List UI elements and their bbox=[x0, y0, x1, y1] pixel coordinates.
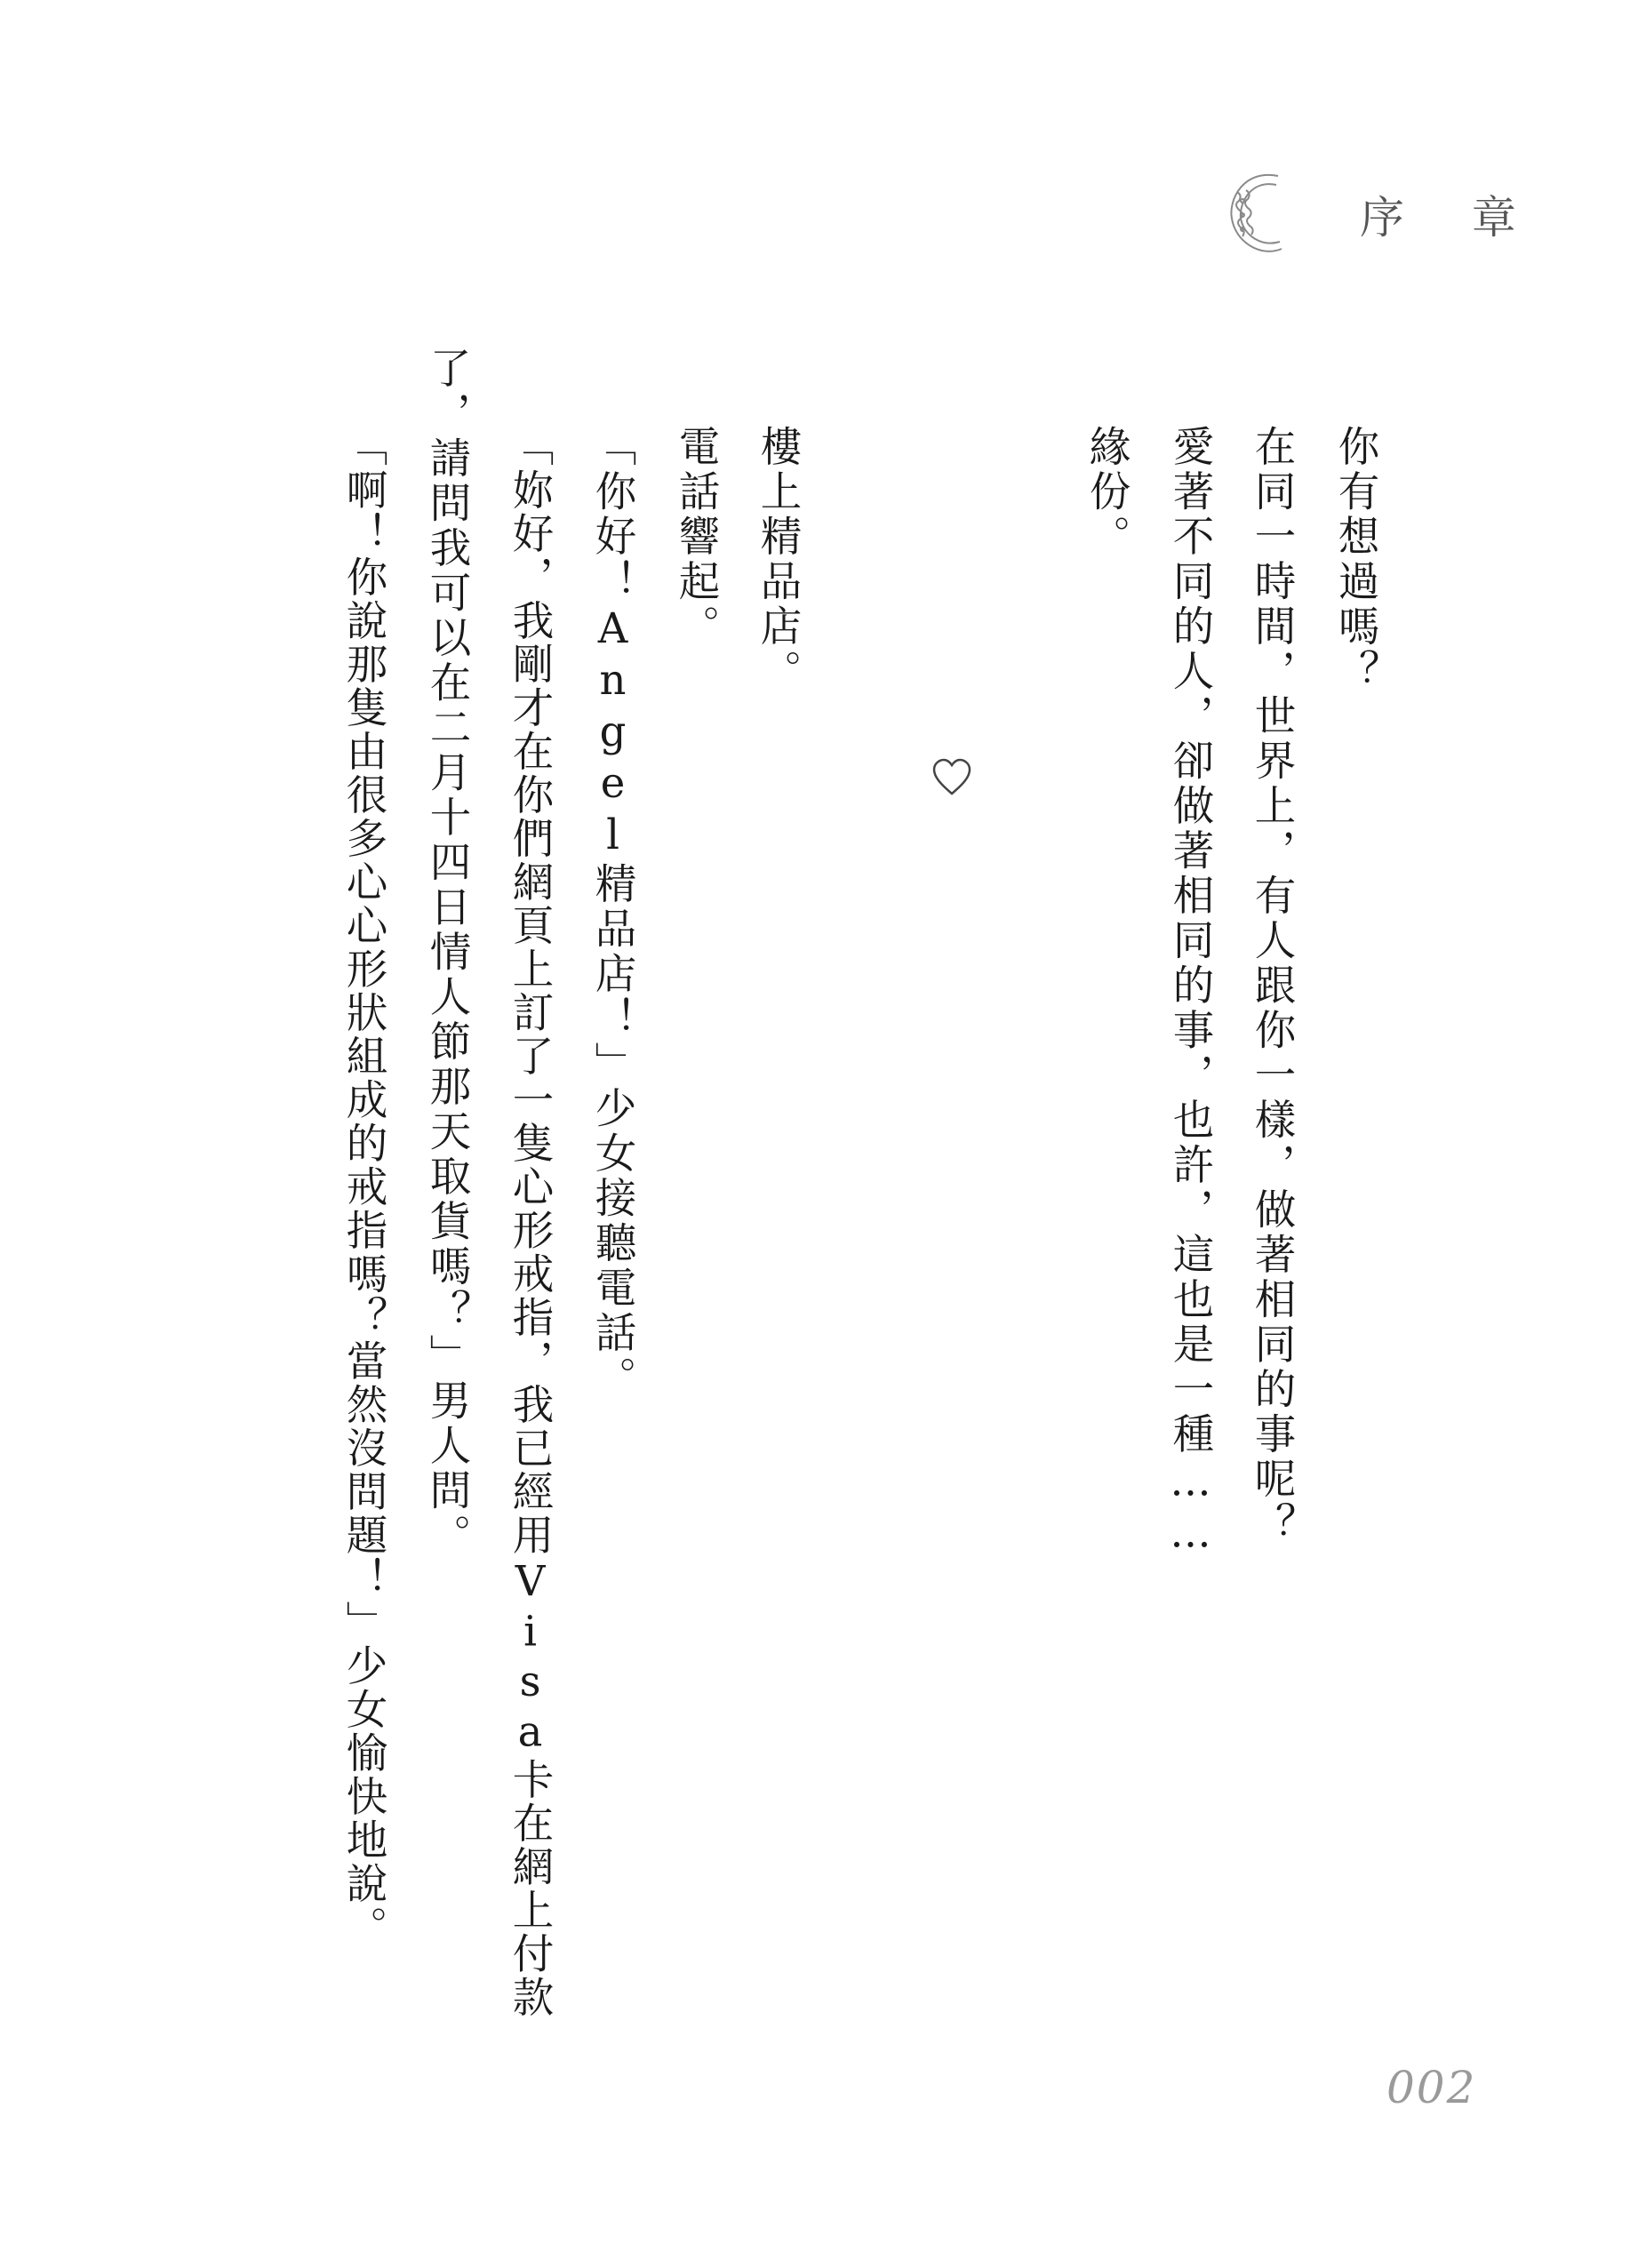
text-column: 在同一時間，世界上，有人跟你一樣，做著相同的事呢？ bbox=[1248, 425, 1297, 1547]
text-column: 樓上精品店。 bbox=[754, 425, 803, 694]
text-column: 了，請問我可以在二月十四日情人節那天取貨嗎？」男人問。 bbox=[423, 347, 472, 1559]
text-column: 「你好！Angel精品店！」少女接聽電話。 bbox=[588, 425, 637, 1401]
text-column: 愛著不同的人，卻做著相同的事，也許，這也是一種…… bbox=[1166, 425, 1215, 1561]
text-column: 「妳好，我剛才在你們網頁上訂了一隻心形戒指，我已經用Visa卡在網上付款 bbox=[506, 425, 555, 2019]
text-column: 你有想過嗎？ bbox=[1331, 425, 1380, 694]
text-column: 「啊！你說那隻由很多心心形狀組成的戒指嗎？當然沒問題！」少女愉快地說。 bbox=[340, 425, 388, 1949]
text-column: 電話響起。 bbox=[672, 425, 721, 650]
page-number: 002 bbox=[1386, 2062, 1477, 2113]
text-column: 緣份。 bbox=[1083, 425, 1131, 560]
chapter-title: 序 章 bbox=[1360, 192, 1543, 244]
ornamental-ring-c-icon bbox=[1225, 165, 1289, 261]
heart-outline-icon bbox=[931, 757, 972, 798]
